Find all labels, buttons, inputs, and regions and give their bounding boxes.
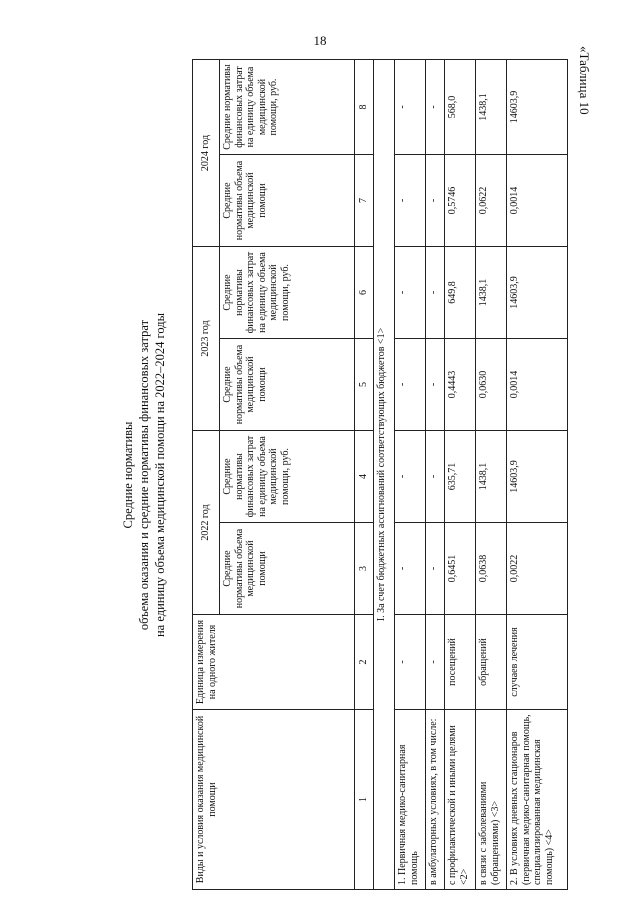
row-name: в амбулаторных условиях, в том числе: [426, 710, 445, 890]
table-row [395, 60, 426, 890]
cell-value: - [426, 155, 445, 247]
cell-value: 1438,1 [476, 247, 507, 339]
title-line-3: на единицу объема медицинской помощи на 2022–2024 годы [153, 313, 167, 638]
cell-value: 0,0022 [507, 523, 568, 615]
col-number: 2 [355, 615, 374, 710]
cell-value: - [395, 247, 426, 339]
table-title [120, 60, 186, 890]
header-year-2024: 2024 год [193, 60, 220, 247]
table-row [476, 60, 507, 890]
col-number: 8 [355, 60, 374, 155]
table-row [426, 60, 445, 890]
header-kind: Виды и условия оказания медицинской помощи [193, 710, 355, 890]
cell-value: 1438,1 [476, 431, 507, 523]
section-title: I. За счет бюджетных ассигнований соответствующих бюджетов <1> [374, 60, 395, 890]
cell-value: 14603,9 [507, 247, 568, 339]
row-unit: - [426, 615, 445, 710]
table-row [445, 60, 476, 890]
row-unit: посещений [445, 615, 476, 710]
header-cost-2024: Средние нормативы финансовых затрат на единицу объема медицинской помощи, руб. [220, 60, 355, 155]
header-cost-2022: Средние нормативы финансовых затрат на единицу объема медицинской помощи, руб. [220, 431, 355, 523]
rotated-content [120, 60, 590, 890]
table-label: «Таблица 10 [577, 46, 592, 115]
cell-value: - [395, 523, 426, 615]
col-number: 6 [355, 247, 374, 339]
cell-value: 1438,1 [476, 60, 507, 155]
row-unit: - [395, 615, 426, 710]
header-volume-2022: Средние нормативы объема медицинской помощи [220, 523, 355, 615]
cell-value: 0,6451 [445, 523, 476, 615]
row-name: 1. Первичная медико-санитарная помощь [395, 710, 426, 890]
cell-value: - [426, 247, 445, 339]
header-year-2022: 2022 год [193, 431, 220, 615]
row-name: в связи с заболеваниями (обращениями) <3> [476, 710, 507, 890]
header-volume-2023: Средние нормативы объема медицинской помощи [220, 339, 355, 431]
norms-table [192, 59, 568, 890]
row-unit: обращений [476, 615, 507, 710]
col-number: 4 [355, 431, 374, 523]
cell-value: 14603,9 [507, 60, 568, 155]
header-unit: Единица измерения на одного жителя [193, 615, 355, 710]
cell-value: 0,0622 [476, 155, 507, 247]
cell-value: 0,0638 [476, 523, 507, 615]
col-number: 5 [355, 339, 374, 431]
col-number: 7 [355, 155, 374, 247]
cell-value: 0,4443 [445, 339, 476, 431]
col-number: 1 [355, 710, 374, 890]
cell-value: 0,0630 [476, 339, 507, 431]
col-number: 3 [355, 523, 374, 615]
table-row [507, 60, 568, 890]
cell-value: 14603,9 [507, 431, 568, 523]
title-line-1: Средние нормативы [121, 421, 135, 529]
row-unit: случаев лечения [507, 615, 568, 710]
cell-value: - [395, 431, 426, 523]
header-year-2023: 2023 год [193, 247, 220, 431]
row-name: 2. В условиях дневных стационаров (первичная медико-санитарная помощь, специализированная медицинская помощь) <4> [507, 710, 568, 890]
page-number: 18 [313, 33, 327, 48]
cell-value: 0,0014 [507, 155, 568, 247]
cell-value: 0,0014 [507, 339, 568, 431]
cell-value: - [426, 339, 445, 431]
title-line-2: объема оказания и средние нормативы финансовых затрат [137, 319, 151, 631]
cell-value: - [426, 431, 445, 523]
row-name: с профилактической и иными целями <2> [445, 710, 476, 890]
header-cost-2023: Средние нормативы финансовых затрат на единицу объема медицинской помощи, руб. [220, 247, 355, 339]
cell-value: 635,71 [445, 431, 476, 523]
cell-value: - [395, 60, 426, 155]
cell-value: - [426, 523, 445, 615]
cell-value: 0,5746 [445, 155, 476, 247]
header-volume-2024: Средние нормативы объема медицинской помощи [220, 155, 355, 247]
cell-value: 568,0 [445, 60, 476, 155]
cell-value: - [395, 155, 426, 247]
cell-value: - [395, 339, 426, 431]
cell-value: 649,8 [445, 247, 476, 339]
cell-value: - [426, 60, 445, 155]
